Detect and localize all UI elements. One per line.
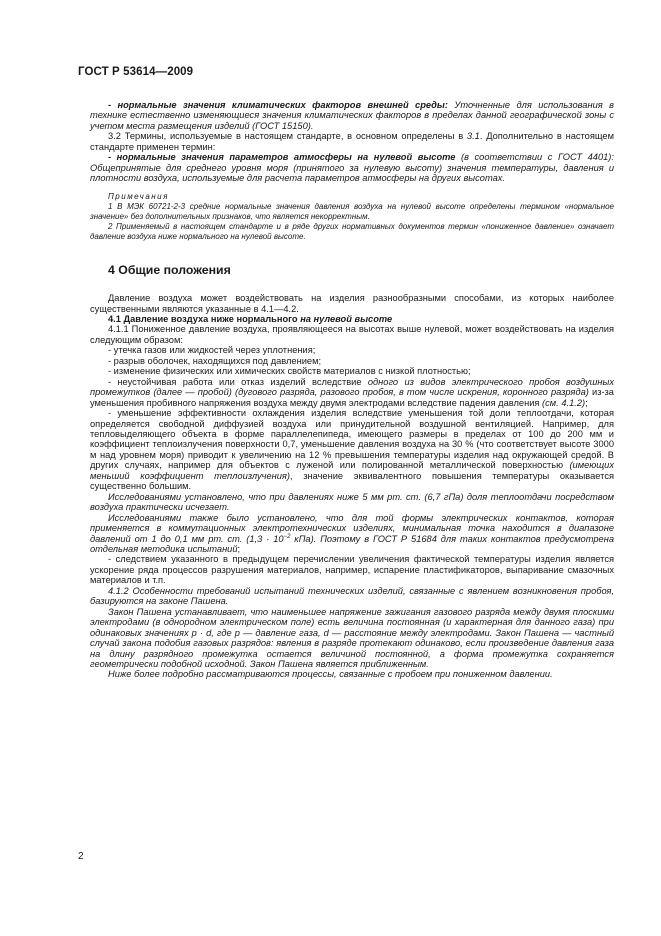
document-body xyxy=(90,100,614,680)
clause-3-2-text: Термины, используемые в настоящем стандарте, в основном определены в xyxy=(124,131,467,142)
definition-atmosphere: (в соответствии с ГОСТ 4401): Общепринятые для среднего уровня моря (принятого за нулевую высоту) значения температуры, давления и плотности воздуха, используемые для расчета параметров атмосферы на других высотах. xyxy=(90,152,614,184)
notes-block xyxy=(90,192,614,243)
research-contacts xyxy=(90,513,614,555)
research-contacts-exponent: −2 xyxy=(283,533,291,540)
clause-4-1-1: 4.1.1 Пониженное давление воздуха, проявляющееся на высотах выше нулевой, может воздействовать на изделия следующим образом: xyxy=(90,324,614,345)
term-climatic: - нормальные значения климатических факторов внешней среды: xyxy=(108,100,448,110)
list-item-consequence: - следствием указанного в предыдущем перечислении увеличения фактической температуры изделия является ускорение ряда процессов разрушения материалов, например, испарение пластификаторов, выпаривание смазочных материалов и т.п. xyxy=(90,554,614,586)
breakdown-text-b: одного из видов электрического пробоя воздушных промежутков (далее — пробой) (дугового разряда, разового пробоя, в том числе искрения, коронного разряда) xyxy=(90,376,614,398)
subsection-4-1-title-italic: на нулевой высоте xyxy=(300,314,393,324)
clause-3-2 xyxy=(90,131,614,152)
below-text: Ниже более подробно рассматриваются процессы, связанные с пробоем при пониженном давлении. xyxy=(108,669,553,680)
term-definition-climatic xyxy=(90,100,614,131)
subsection-4-1-title xyxy=(90,314,614,324)
research-contacts-a: Исследованиями также было установлено, что для той формы электрических контактов, которая применяется в коммутационных электротехнических изделиях, минимальная точка находится в диапазоне давлений от 1 до 0,1 мм рт. ст. (1,3 · 10 xyxy=(90,512,614,544)
cooling-text-b: (имеющих меньший коэффициент теплоизлучения) xyxy=(90,460,614,481)
clause-3-2-number: 3.2 xyxy=(108,131,125,142)
clause-4-1-2: 4.1.2 Особенности требований испытаний технических изделий, связанные с явлением возникновения пробоя, базируются на законе Пашена. xyxy=(90,585,614,607)
term-atmosphere: - нормальные значения параметров атмосферы на нулевой высоте xyxy=(108,152,456,163)
breakdown-text-a: - неустойчивая работа или отказ изделий вследствие xyxy=(108,376,368,387)
paschen-law: Закон Пашена устанавливает, что наименьшее напряжение зажигания газового разряда между двумя плоскими электродами (в однородном электрическом поле) есть величина постоянная (и характерная для данного газа) при одинаковых значениях p · d, где p — давление газа, d — расстояние между электродами. Закон Пашена — частный случай закона подобия газовых разрядов: явления в разряде протекают одинаково, если произведение давления газа на длину разрядного промежутка остается величиной постоянной, а форма промежутка сохраняется геометрически подобной исходной. Закон Пашена является приближенным. xyxy=(90,606,614,669)
list-item-rupture: - разрыв оболочек, находящихся под давлением; xyxy=(108,355,322,366)
subsection-4-1-title-main: 4.1 Давление воздуха ниже нормального xyxy=(108,314,301,324)
clause-3-2-ref: 3.1 xyxy=(466,131,480,142)
standard-code-header: ГОСТ Р 53614—2009 xyxy=(78,66,194,78)
list-item-leak: - утечка газов или жидкостей через уплотнения; xyxy=(108,345,316,356)
term-definition-atmosphere xyxy=(90,152,614,183)
research-heat-transfer: Исследованиями установлено, что при давлениях ниже 5 мм рт. ст. (6,7 гПа) доля теплоотдачи посредством воздуха практически исчезает. xyxy=(90,491,614,513)
cooling-text-c: , значение эквивалентного повышения температуры оказывается существенно большим. xyxy=(90,470,614,492)
list-item-cooling xyxy=(90,408,614,492)
list-item-properties: - изменение физических или химических свойств материалов с низкой плотностью; xyxy=(108,366,471,377)
notes-title: Примечания xyxy=(108,191,169,201)
cooling-text-a: - уменьшение эффективности охлаждения изделия вследствие уменьшения той доли теплоотдачи, которая определяется свободной диффузией воздуха или принудительной воздушной вентиляцией. Например, для тепловыделяющего объекта в форме параллелепипеда, имеющего размеры в пределах от 100 до 200 мм и коэффициент теплоизлучения поверхности 0,7, уменьшение давления воздуха на 30 % (что соответствует высоте 3000 м над уровнем моря) приводит к увеличению на 12 % превышения температуры изделия над окружающей средой. В других случаях, например для объектов с луженой или полированной металлической поверхностью xyxy=(90,408,614,471)
breakdown-end: ; xyxy=(585,397,588,408)
section-4-title: 4 Общие положения xyxy=(108,262,231,277)
research-contacts-b: кПа). Поэтому в ГОСТ Р 51684 для таких контактов предусмотрена отдельная методика испытаний xyxy=(90,533,615,554)
note-2: 2 Применяемый в настоящем стандарте и в ряде других нормативных документов термин «пониженное давление» означает давление воздуха ниже нормального на нулевой высоте. xyxy=(90,222,614,242)
clause-3-2-tail: . Дополнительно в настоящем стандарте применен термин: xyxy=(90,131,614,152)
breakdown-text-c: из-за уменьшения пробивного напряжения воздуха между двумя электродами вследствие падения давления xyxy=(90,387,614,408)
list-item-breakdown xyxy=(90,377,614,408)
definition-climatic: Уточненные для использования в технике естественно изменяющиеся значения климатических факторов в пределах данной географической зоны с учетом места размещения изделий (ГОСТ 15150). xyxy=(90,100,615,131)
section-4-intro: Давление воздуха может воздействовать на изделия разнообразными способами, из которых наиболее существенными являются указанные в 4.1—4.2. xyxy=(90,293,614,314)
note-1: 1 В МЭК 60721-2-3 средние нормальные значения давления воздуха на нулевой высоте определены термином «нормальное значение» без дополнительных признаков, что является некорректным. xyxy=(90,201,614,222)
research-contacts-end: ; xyxy=(237,543,241,554)
breakdown-ref: (см. 4.1.2) xyxy=(542,397,586,408)
page-number: 2 xyxy=(78,851,84,862)
